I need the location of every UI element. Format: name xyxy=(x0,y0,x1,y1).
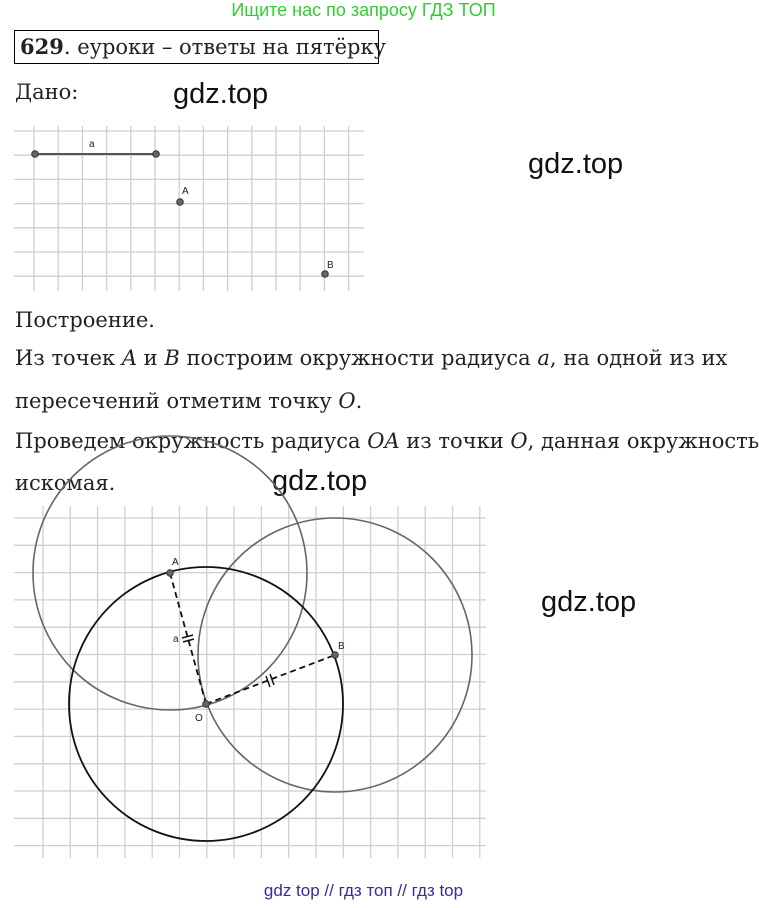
point-a-label: A xyxy=(172,557,179,568)
task-header xyxy=(14,30,386,64)
task-title: . еуроки – ответы на пятёрку xyxy=(63,35,386,59)
task-number: 629 xyxy=(20,34,64,59)
construction-line-4: искомая. xyxy=(15,471,116,495)
watermark: gdz.top xyxy=(528,148,624,180)
radius-label: a xyxy=(173,634,179,645)
watermark: gdz.top xyxy=(541,586,637,618)
point-b xyxy=(332,652,339,659)
construction-line-3: Проведем окружность радиуса OA из точки O, данная окружность xyxy=(15,429,759,453)
construction-figure xyxy=(14,506,489,862)
watermark: gdz.top xyxy=(173,78,269,110)
point-o-label: O xyxy=(195,713,203,724)
grid xyxy=(14,506,486,858)
watermark: gdz.top xyxy=(272,465,368,497)
point-o xyxy=(203,701,210,708)
point-a-label: A xyxy=(182,186,189,197)
point-b xyxy=(322,271,329,278)
point-b-label: B xyxy=(327,260,334,271)
point-a xyxy=(167,570,174,577)
construction-line-2: пересечений отметим точку O. xyxy=(15,389,363,413)
segment-label: a xyxy=(89,139,95,150)
search-banner: Ищите нас по запросу ГДЗ ТОП xyxy=(231,0,496,20)
point-b-label: B xyxy=(338,641,345,652)
footer-links: gdz top // гдз топ // гдз top xyxy=(263,881,464,900)
given-figure xyxy=(14,126,368,296)
point-a xyxy=(177,199,184,206)
segment-endpoint xyxy=(32,151,39,158)
construction-line-1: Из точек A и B построим окружности радиуса a, на одной из их xyxy=(15,346,728,370)
given-label: Дано: xyxy=(15,80,79,104)
grid xyxy=(14,126,364,291)
segment-endpoint xyxy=(153,151,160,158)
construction-heading: Построение. xyxy=(15,308,155,332)
tick-mark xyxy=(270,674,274,685)
